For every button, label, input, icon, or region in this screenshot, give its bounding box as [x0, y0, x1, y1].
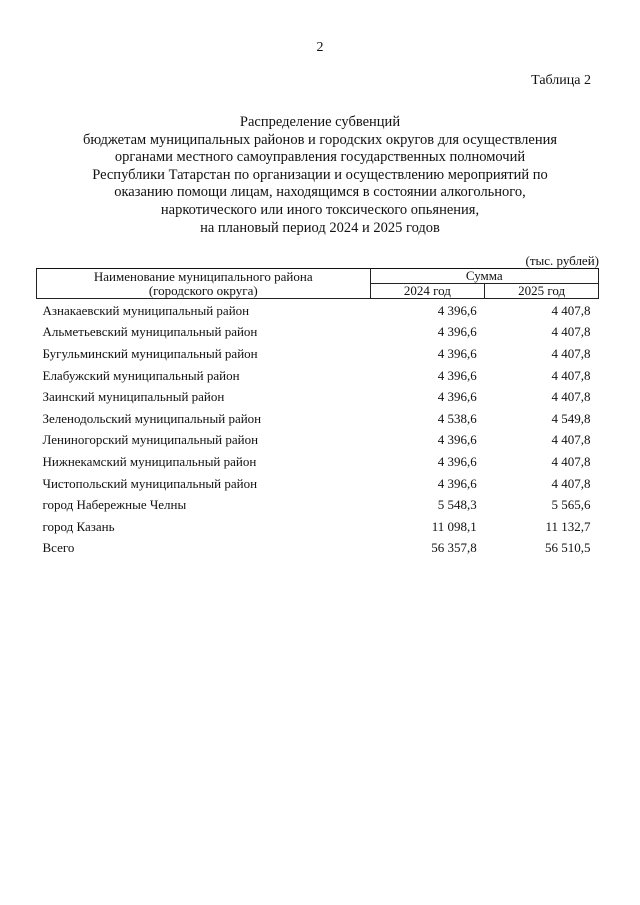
header-name-line1: Наименование муниципального района — [93, 268, 313, 284]
title-line: органами местного самоуправления государственных полномочий — [114, 149, 526, 166]
row-2024: 4 396,6 — [437, 432, 477, 448]
header-name-cell — [37, 269, 371, 299]
row-2024: 4 396,6 — [437, 367, 477, 383]
page-number: 2 — [316, 40, 324, 55]
title-line: на плановый период 2024 и 2025 годов — [200, 219, 440, 236]
title-line: Республики Татарстан по организации и осуществлению мероприятий по — [92, 166, 548, 183]
table-row-total — [37, 538, 599, 560]
table-header — [37, 269, 599, 299]
row-2025: 11 132,7 — [545, 518, 591, 534]
row-2024: 4 396,6 — [437, 324, 477, 340]
header-sum: Сумма — [370, 269, 598, 284]
units-label: (тыс. рублей) — [525, 253, 599, 268]
title-line: бюджетам муниципальных районов и городских округов для осуществления — [82, 131, 558, 148]
row-2024: 4 396,6 — [437, 345, 477, 361]
table-row — [37, 473, 599, 495]
row-2025: 4 549,8 — [551, 410, 591, 426]
row-name: город Казань — [42, 518, 115, 534]
title-line: наркотического или иного токсического опьянения, — [160, 201, 480, 218]
table-row — [37, 343, 599, 365]
table-row — [37, 430, 599, 452]
table-row — [37, 322, 599, 344]
row-name: Лениногорский муниципальный район — [42, 432, 259, 448]
row-2025: 4 407,8 — [551, 432, 591, 448]
subvention-table — [36, 268, 599, 559]
row-name: Бугульминский муниципальный район — [42, 345, 258, 361]
row-name: Нижнекамский муниципальный район — [42, 453, 257, 469]
header-year-2025: 2025 год — [485, 284, 599, 299]
row-2025: 4 407,8 — [551, 345, 591, 361]
row-name: Всего — [42, 540, 75, 556]
row-2024: 4 396,6 — [437, 389, 477, 405]
row-2024: 4 538,6 — [437, 410, 477, 426]
title-line: оказанию помощи лицам, находящимся в состоянии алкогольного, — [114, 184, 526, 201]
row-2024: 56 357,8 — [431, 540, 477, 556]
row-2025: 4 407,8 — [551, 367, 591, 383]
row-2025: 4 407,8 — [551, 475, 591, 491]
table-row — [37, 365, 599, 387]
table-body — [37, 299, 599, 560]
row-2024: 4 396,6 — [437, 475, 477, 491]
header-year-2024: 2024 год — [370, 284, 485, 299]
row-name: Альметьевский муниципальный район — [42, 324, 258, 340]
row-2025: 5 565,6 — [551, 497, 591, 513]
table-row — [37, 451, 599, 473]
row-name: Елабужский муниципальный район — [42, 367, 240, 383]
row-2025: 56 510,5 — [545, 540, 591, 556]
table-row — [37, 408, 599, 430]
row-name: Азнакаевский муниципальный район — [42, 302, 250, 318]
row-2025: 4 407,8 — [551, 453, 591, 469]
row-name: Зеленодольский муниципальный район — [42, 410, 262, 426]
row-2024: 4 396,6 — [437, 453, 477, 469]
table-row — [37, 494, 599, 516]
table-row — [37, 299, 599, 322]
row-2025: 4 407,8 — [551, 389, 591, 405]
row-2025: 4 407,8 — [551, 302, 591, 318]
row-name: Заинский муниципальный район — [42, 389, 225, 405]
row-2024: 11 098,1 — [431, 518, 477, 534]
row-2024: 5 548,3 — [437, 497, 477, 513]
header-name-line2: (городского округа) — [148, 282, 258, 298]
document-title — [0, 114, 640, 237]
row-name: Чистопольский муниципальный район — [42, 475, 258, 491]
row-name: город Набережные Челны — [42, 497, 187, 513]
title-line: Распределение субвенций — [239, 114, 401, 130]
table-row — [37, 386, 599, 408]
row-2025: 4 407,8 — [551, 324, 591, 340]
table-row — [37, 516, 599, 538]
row-2024: 4 396,6 — [437, 302, 477, 318]
table-label: Таблица 2 — [531, 73, 591, 88]
